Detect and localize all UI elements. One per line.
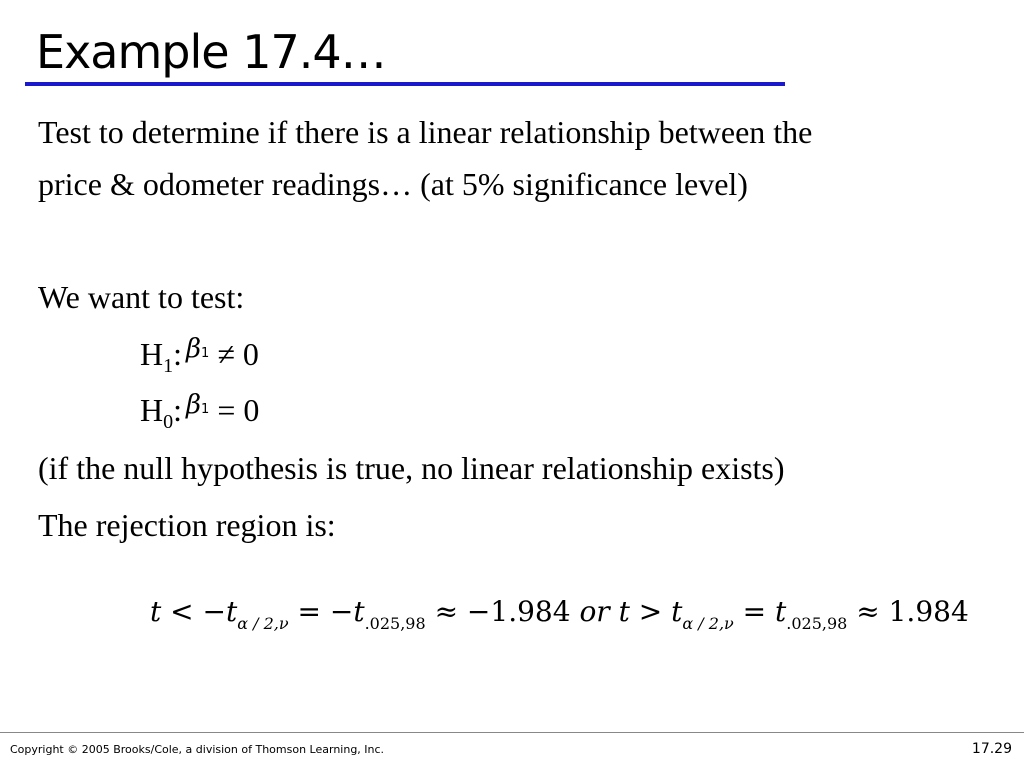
slide-title: Example 17.4… bbox=[36, 25, 386, 79]
h0-subscript: 0 bbox=[163, 411, 174, 433]
h0-relation: = 0 bbox=[217, 392, 260, 428]
formula-sub-alpha-1: α / 2,ν bbox=[237, 614, 289, 633]
h1-colon: : bbox=[173, 336, 182, 372]
intro-line-2: price & odometer readings… (at 5% significance level) bbox=[38, 166, 748, 202]
formula-eq-2: = t bbox=[733, 595, 787, 628]
formula-eq-1: = −t bbox=[288, 595, 365, 628]
null-hypothesis-note: (if the null hypothesis is true, no linear relationship exists) bbox=[38, 450, 785, 486]
beta-symbol bbox=[186, 334, 209, 364]
slide-number: 17.29 bbox=[971, 741, 1012, 757]
formula-sub-025-2: .025,98 bbox=[786, 614, 848, 633]
formula-sub-alpha-2: α / 2,ν bbox=[682, 614, 734, 633]
formula-approx-1: ≈ −1.984 bbox=[425, 595, 580, 628]
h1-subscript: 1 bbox=[163, 355, 174, 377]
intro-line-1: Test to determine if there is a linear relationship between the bbox=[38, 114, 813, 150]
formula-sub-025-1: .025,98 bbox=[364, 614, 426, 633]
formula-lt: < −t bbox=[161, 595, 238, 628]
formula-or: or bbox=[579, 595, 619, 628]
h0-colon: : bbox=[173, 392, 182, 428]
want-to-test-text: We want to test: bbox=[38, 279, 245, 315]
h1-relation: ≠ 0 bbox=[217, 336, 259, 372]
title-underline bbox=[25, 82, 785, 86]
beta-subscript: 1 bbox=[201, 346, 210, 361]
formula-t-right: t bbox=[618, 595, 630, 628]
rejection-region-formula bbox=[150, 590, 969, 634]
rejection-region-text: The rejection region is: bbox=[38, 507, 336, 543]
formula-t-left: t bbox=[150, 595, 162, 628]
formula-gt: > t bbox=[629, 595, 683, 628]
null-hypothesis bbox=[140, 386, 259, 442]
footer-copyright: Copyright © 2005 Brooks/Cole, a division of Thomson Learning, Inc. bbox=[10, 743, 385, 756]
h1-label: H bbox=[140, 336, 164, 372]
beta-glyph: β bbox=[186, 390, 202, 420]
alternative-hypothesis bbox=[140, 330, 259, 386]
beta-glyph: β bbox=[186, 334, 202, 364]
beta-symbol bbox=[186, 390, 209, 420]
beta-subscript: 1 bbox=[201, 402, 210, 417]
h0-label: H bbox=[140, 392, 164, 428]
footer-divider bbox=[0, 732, 1024, 733]
formula-approx-2: ≈ 1.984 bbox=[847, 595, 969, 628]
